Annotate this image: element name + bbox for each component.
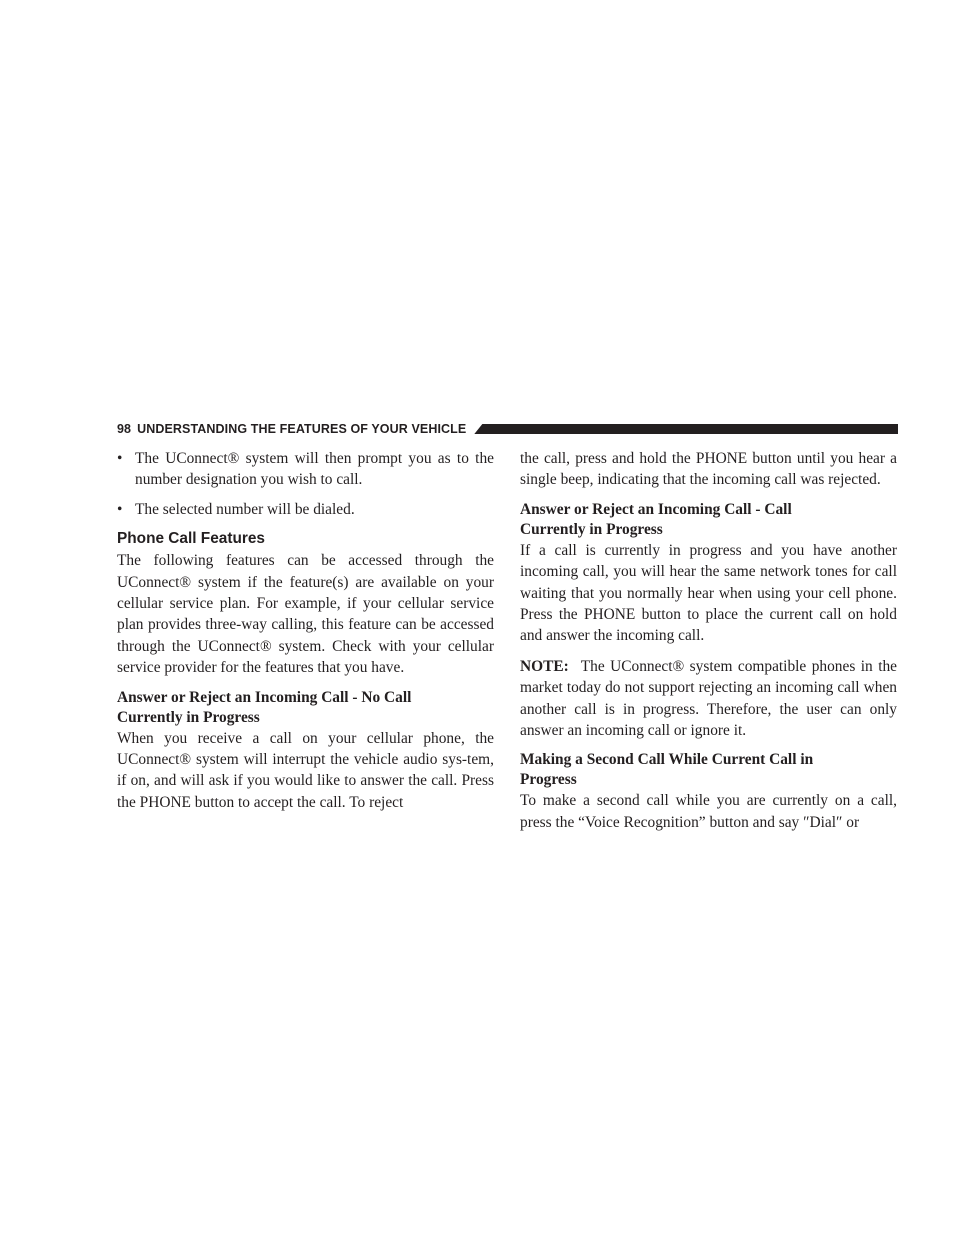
note-paragraph	[520, 656, 897, 742]
note-text: The UConnect® system compatible phones in the market today do not support rejecting an incoming call when another call is in progress. Therefore, the user can only answer an incoming call or ignore it.	[520, 657, 897, 740]
bullet-icon: •	[117, 500, 123, 518]
heading-line: Currently in Progress	[117, 708, 260, 726]
page-header	[117, 420, 898, 438]
paragraph-phone-call-features: The following features can be accessed through the UConnect® system if the feature(s) are available on your cellular service plan. For example, if your cellular service plan provides three-way calling, this feature can be accessed through the UConnect® system. Check with your cellular service provider for the features that you have.	[117, 552, 494, 677]
heading-answer-no-call	[117, 688, 494, 728]
heading-line: Answer or Reject an Incoming Call - Call	[520, 500, 792, 518]
right-column	[520, 448, 897, 833]
bullet-item	[117, 499, 494, 520]
bullet-text: The selected number will be dialed.	[135, 500, 355, 518]
bullet-item	[117, 448, 494, 491]
left-column	[117, 448, 494, 813]
section-title: UNDERSTANDING THE FEATURES OF YOUR VEHICLE	[137, 422, 467, 436]
header-rule	[474, 424, 898, 434]
bullet-text: The UConnect® system will then prompt you as to the number designation you wish to call.	[135, 450, 494, 489]
bullet-icon: •	[117, 450, 123, 467]
heading-phone-call-features: Phone Call Features	[117, 530, 265, 548]
paragraph-second-call: To make a second call while you are currently on a call, press the “Voice Recognition” button and say ″Dial″ or	[520, 792, 897, 831]
heading-line: Currently in Progress	[520, 520, 663, 538]
heading-line: Answer or Reject an Incoming Call - No Call	[117, 688, 412, 706]
heading-answer-call-in-progress	[520, 500, 897, 540]
heading-line: Progress	[520, 771, 577, 789]
paragraph-answer-no-call: When you receive a call on your cellular phone, the UConnect® system will interrupt the vehicle audio sys-tem, if on, and will ask if you would like to answer the call. Press the PHONE button to accept the call. To reject	[117, 729, 494, 811]
page-number: 98	[117, 422, 132, 436]
note-label: NOTE:	[520, 657, 569, 675]
paragraph-continued: the call, press and hold the PHONE button until you hear a single beep, indicating that the incoming call was rejected.	[520, 450, 897, 489]
heading-line: Making a Second Call While Current Call in	[520, 751, 814, 769]
paragraph-answer-call-in-progress: If a call is currently in progress and you have another incoming call, you will hear the same network tones for call waiting that you normally hear when using your cell phone. Press the PHONE button to place the current call on hold and answer the incoming call.	[520, 541, 897, 645]
heading-second-call	[520, 750, 897, 790]
